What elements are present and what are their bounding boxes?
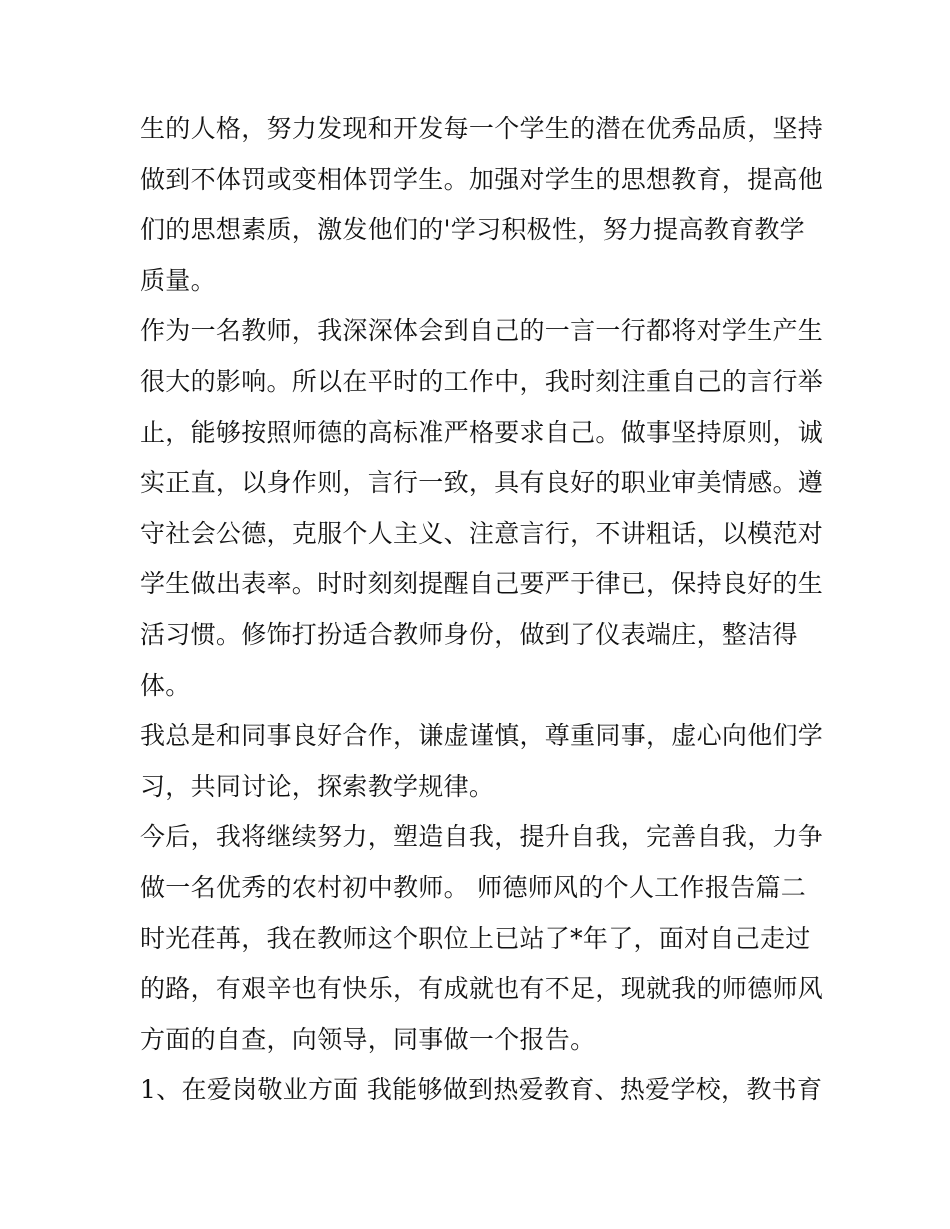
text-line-5: 作为一名教师，我深深体会到自己的一言一行都将对学生产生 [140,316,824,346]
text-line-6: 很大的影响。所以在平时的工作中，我时刻注重自己的言行举 [140,366,824,396]
text-line-7: 止，能够按照师德的高标准严格要求自己。做事坚持原则，诚 [140,417,824,447]
text-line-4: 质量。 [140,265,216,295]
text-line-9: 守社会公德，克服个人主义、注意言行，不讲粗话，以模范对 [140,518,824,548]
text-line-18: 的路，有艰辛也有快乐，有成就也有不足，现就我的师德师风 [140,974,824,1004]
text-line-13: 我总是和同事良好合作，谦虚谨慎，尊重同事，虚心向他们学 [140,721,824,751]
text-line-14: 习，共同讨论，探索教学规律。 [140,771,495,801]
text-line-12: 体。 [140,670,191,700]
text-line-1: 生的人格，努力发现和开发每一个学生的潜在优秀品质，坚持 [140,114,824,143]
text-line-3: 们的思想素质，激发他们的'学习积极性，努力提高教育教学 [140,215,805,245]
document-body [140,104,824,1116]
text-line-10: 学生做出表率。时时刻刻提醒自己要严于律已，保持良好的生 [140,569,824,599]
text-line-19: 方面的自查，向领导，同事做一个报告。 [140,1024,596,1054]
text-line-15: 今后，我将继续努力，塑造自我，提升自我，完善自我，力争 [140,822,824,852]
text-line-20: 1、在爱岗敬业方面 我能够做到热爱教育、热爱学校，教书育 [140,1075,823,1105]
text-line-16: 做一名优秀的农村初中教师。 师德师风的个人工作报告篇二 [140,872,807,902]
text-line-11: 活习惯。修饰打扮适合教师身份，做到了仪表端庄，整洁得 [140,619,798,649]
text-line-17: 时光荏苒，我在教师这个职位上已站了*年了，面对自己走过 [140,923,811,953]
text-line-2: 做到不体罚或变相体罚学生。加强对学生的思想教育，提高他 [140,164,824,194]
text-line-8: 实正直，以身作则，言行一致，具有良好的职业审美情感。遵 [140,468,824,498]
